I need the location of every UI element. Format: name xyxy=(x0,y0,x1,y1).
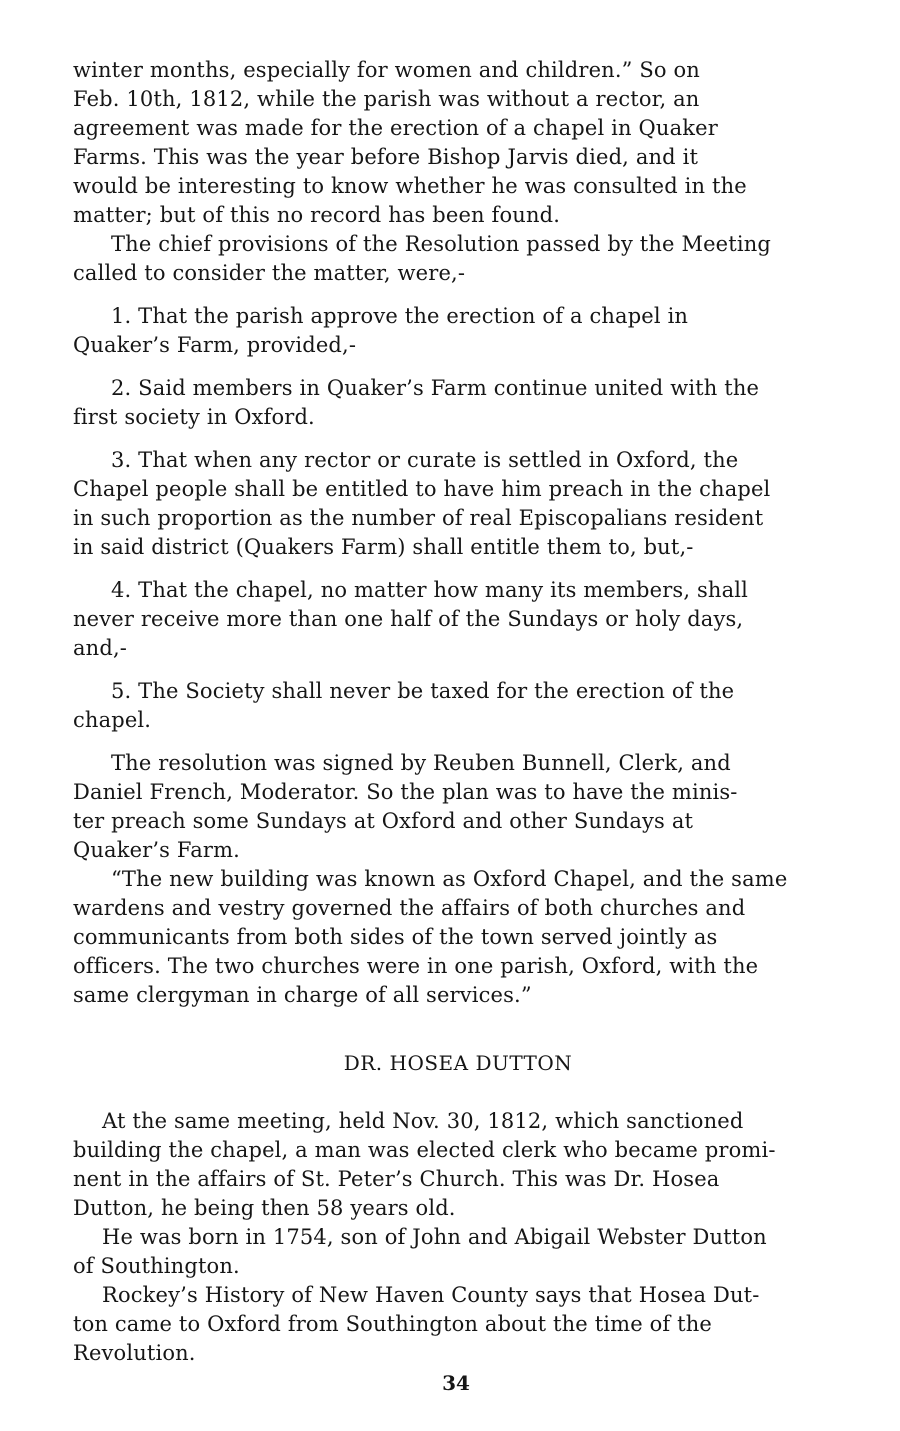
text-line: first society in Oxford. xyxy=(73,405,315,429)
text-line: Farms. This was the year before Bishop Jarvis died, and it xyxy=(73,145,699,169)
text-line: 1. That the parish approve the erection of a chapel in xyxy=(111,304,689,328)
paragraph-provisions xyxy=(73,230,853,288)
section-heading: DR. HOSEA DUTTON xyxy=(343,1051,573,1075)
text-line: 4. That the chapel, no matter how many its members, shall xyxy=(111,578,749,602)
provision-item-3 xyxy=(73,446,853,562)
text-line: 2. Said members in Quaker’s Farm continue united with the xyxy=(111,376,760,400)
paragraph-quote xyxy=(73,865,853,1010)
paragraph-intro xyxy=(73,56,853,230)
text-line: “The new building was known as Oxford Chapel, and the same xyxy=(111,867,788,891)
text-line: agreement was made for the erection of a chapel in Quaker xyxy=(73,116,718,140)
text-line: in such proportion as the number of real Episcopalians resident xyxy=(73,506,764,530)
text-line: same clergyman in charge of all services.” xyxy=(73,983,532,1007)
text-line: The chief provisions of the Resolution passed by the Meeting xyxy=(111,232,771,256)
paragraph-rockey xyxy=(73,1281,853,1368)
text-line: 5. The Society shall never be taxed for the erection of the xyxy=(111,679,735,703)
text-line: wardens and vestry governed the affairs of both churches and xyxy=(73,896,746,920)
text-line: of Southington. xyxy=(73,1254,240,1278)
page-number: 34 xyxy=(442,1371,470,1395)
text-line: never receive more than one half of the Sundays or holy days, xyxy=(73,607,744,631)
provision-item-1 xyxy=(73,302,853,360)
provision-item-4 xyxy=(73,576,853,663)
text-line: building the chapel, a man was elected clerk who became promi- xyxy=(73,1138,776,1162)
paragraph-born xyxy=(73,1223,853,1281)
provision-item-2 xyxy=(73,374,853,432)
text-line: matter; but of this no record has been found. xyxy=(73,203,561,227)
text-line: Quaker’s Farm, provided,- xyxy=(73,333,357,357)
text-line: called to consider the matter, were,- xyxy=(73,261,466,285)
text-line: Daniel French, Moderator. So the plan was to have the minis- xyxy=(73,780,738,804)
text-line: communicants from both sides of the town served jointly as xyxy=(73,925,718,949)
text-line: chapel. xyxy=(73,708,152,732)
text-line: Revolution. xyxy=(73,1341,196,1365)
text-line: winter months, especially for women and children.” So on xyxy=(73,58,700,82)
text-line: He was born in 1754, son of John and Abigail Webster Dutton xyxy=(102,1225,767,1249)
text-line: officers. The two churches were in one parish, Oxford, with the xyxy=(73,954,759,978)
provision-item-5 xyxy=(73,677,853,735)
text-line: and,- xyxy=(73,636,128,660)
paragraph-signed xyxy=(73,749,853,865)
text-line: ter preach some Sundays at Oxford and other Sundays at xyxy=(73,809,694,833)
text-line: ton came to Oxford from Southington about the time of the xyxy=(73,1312,713,1336)
text-line: Feb. 10th, 1812, while the parish was without a rector, an xyxy=(73,87,700,111)
text-line: 3. That when any rector or curate is settled in Oxford, the xyxy=(111,448,739,472)
text-line: Dutton, he being then 58 years old. xyxy=(73,1196,456,1220)
text-line: At the same meeting, held Nov. 30, 1812, which sanctioned xyxy=(102,1109,744,1133)
text-line: The resolution was signed by Reuben Bunnell, Clerk, and xyxy=(111,751,731,775)
text-line: in said district (Quakers Farm) shall entitle them to, but,- xyxy=(73,535,694,559)
text-line: Rockey’s History of New Haven County says that Hosea Dut- xyxy=(102,1283,760,1307)
text-line: Quaker’s Farm. xyxy=(73,838,240,862)
text-line: nent in the affairs of St. Peter’s Church. This was Dr. Hosea xyxy=(73,1167,720,1191)
page-body xyxy=(73,56,853,1368)
text-line: would be interesting to know whether he was consulted in the xyxy=(73,174,747,198)
paragraph-meeting xyxy=(73,1107,853,1223)
text-line: Chapel people shall be entitled to have him preach in the chapel xyxy=(73,477,771,501)
